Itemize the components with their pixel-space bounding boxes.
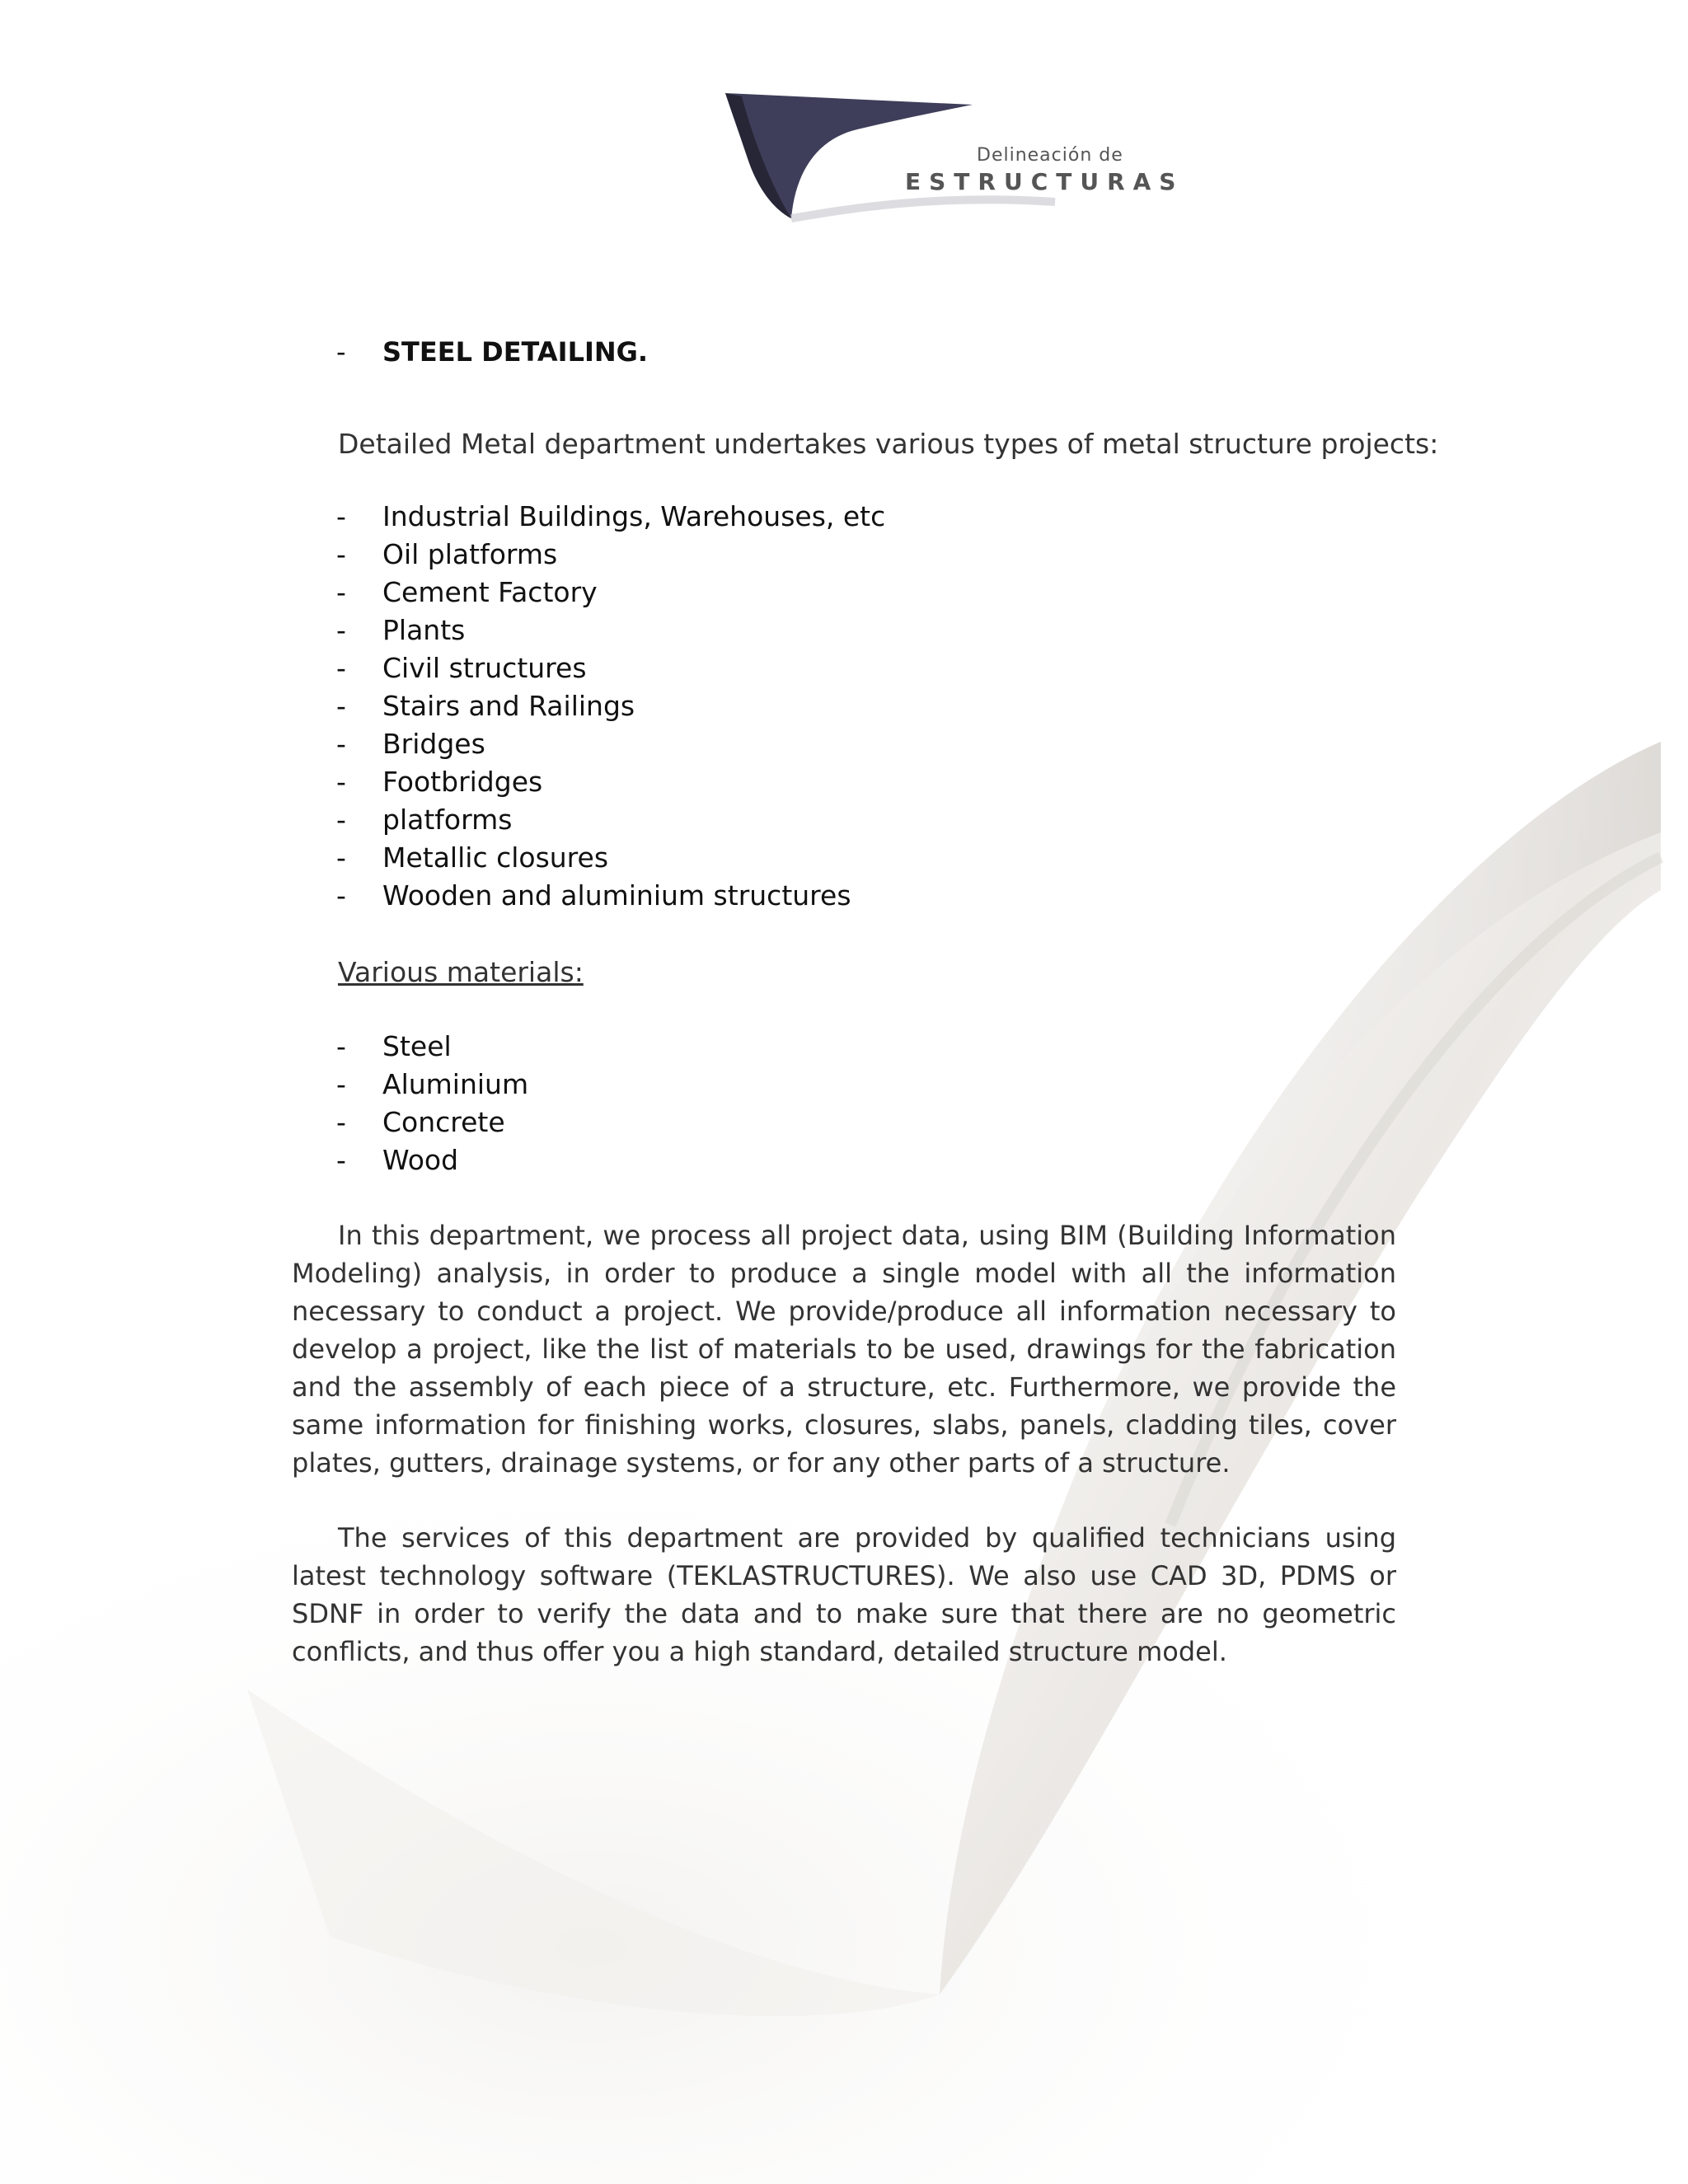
materials-list — [336, 1028, 528, 1179]
section-heading — [336, 333, 648, 371]
services-paragraph: The services of this department are provided by qualified technicians using latest technology software (TEKLASTRUCTURES). We also use CAD 3D, PDMS or SDNF in order to verify the data and to make sure that there are no geometric conflicts, and thus offer you a high standard, detailed structure model. — [292, 1522, 1396, 1667]
list-item: - Wood — [336, 1144, 459, 1176]
bim-paragraph: In this department, we process all project data, using BIM (Building Information Modeling) analysis, in order to produce a single model with all the information necessary to conduct a project. We provide/produce all information necessary to develop a project, like the list of materials to be used, drawings for the fabrication and the assembly of each piece of a structure, etc. Furthermore, we provide the same information for finishing works, closures, slabs, panels, cladding tiles, cover plates, gutters, drainage systems, or for any other parts of a structure. — [292, 1220, 1396, 1479]
list-item: - Metallic closures — [336, 841, 609, 874]
list-item: - Plants — [336, 614, 466, 646]
list-item-text: Oil platforms — [382, 538, 558, 570]
list-item: - Industrial Buildings, Warehouses, etc — [336, 500, 886, 532]
list-item-text: Aluminium — [382, 1068, 529, 1100]
project-types-list — [336, 498, 885, 915]
heading-dash: - — [336, 336, 346, 368]
section-title: STEEL DETAILING. — [382, 336, 649, 368]
list-item: - platforms — [336, 804, 513, 836]
logo-line2: ESTRUCTURAS — [905, 168, 1184, 195]
list-item-text: Wood — [382, 1144, 459, 1176]
list-item-text: Industrial Buildings, Warehouses, etc — [382, 500, 886, 532]
list-item: - Steel — [336, 1030, 452, 1062]
list-item-text: Plants — [382, 614, 466, 646]
list-item-text: Bridges — [382, 728, 485, 760]
list-item: - Bridges — [336, 728, 485, 760]
list-item: - Civil structures — [336, 652, 587, 684]
list-item-text: Cement Factory — [382, 576, 598, 608]
list-item-text: Metallic closures — [382, 841, 609, 874]
logo-line1: Delineación de — [977, 145, 1123, 166]
list-item: - Wooden and aluminium structures — [336, 879, 851, 912]
materials-heading: Various materials: — [338, 956, 584, 988]
list-item-text: platforms — [382, 804, 513, 836]
intro-text: Detailed Metal department undertakes various types of metal structure projects: — [338, 428, 1439, 460]
list-item-text: Wooden and aluminium structures — [382, 879, 851, 912]
list-item-text: Stairs and Railings — [382, 690, 635, 722]
list-item: - Concrete — [336, 1106, 505, 1138]
list-item-text: Footbridges — [382, 766, 543, 798]
list-item-text: Concrete — [382, 1106, 505, 1138]
list-item-text: Civil structures — [382, 652, 587, 684]
list-item: - Footbridges — [336, 766, 543, 798]
list-item: - Aluminium — [336, 1068, 529, 1100]
list-item: - Oil platforms — [336, 538, 558, 570]
list-item: - Stairs and Railings — [336, 690, 635, 722]
list-item: - Cement Factory — [336, 576, 598, 608]
list-item-text: Steel — [382, 1030, 452, 1062]
